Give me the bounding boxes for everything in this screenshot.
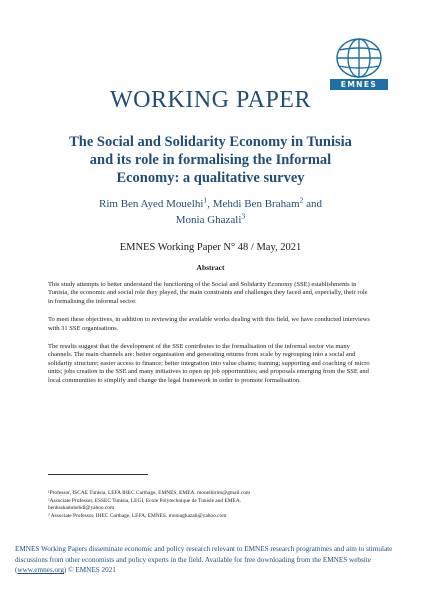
disclaimer-copyright: ) © EMNES 2021 xyxy=(63,566,116,575)
footnote-3: ³ Associate Professor, IHEC Carthage, LEFA, EMNES. moniaghazali@yahoo.com xyxy=(48,512,227,519)
author-3-sup: 3 xyxy=(241,211,246,221)
disclaimer-text: EMNES Working Papers disseminate economic and policy research relevant to EMNES research programmes and aim to stimulate discussions from other economists and policy experts in the field. Available for free downloading from the EMNES website ( xyxy=(15,545,393,575)
abstract-heading: Abstract xyxy=(196,263,225,272)
emnes-logo-text: EMNES xyxy=(330,79,388,90)
footnote-2: ²Associate Professor, ESSEC Tunisia, LEGI, Ecole Polytechnique de Tunisie and EMEA. xyxy=(48,497,242,504)
authors xyxy=(60,196,361,228)
author-2: Mehdi Ben Braham xyxy=(212,198,300,210)
paper-title: The Social and Solidarity Economy in Tunisia and its role in formalising the Informal Economy: a qualitative survey xyxy=(69,134,352,186)
abstract-paragraph-2: To meet these objectives, in addition to reviewing the available works dealing with this field, we have conducted interviews with 31 SSE organisations. xyxy=(48,316,370,332)
globe-icon xyxy=(334,36,384,78)
abstract-paragraph-1: This study attempts to better understand the functioning of the Social and Solidarity Economy (SSE) establishments in Tunisia, the economic and social role they played, the main constraints and challenges they faced and, especially, their role in formalising the informal sector. xyxy=(48,281,368,305)
footnotes xyxy=(48,490,373,520)
abstract-body xyxy=(48,281,373,395)
footnote-2-email: benbrahammehdi@yahoo.com xyxy=(48,505,115,512)
footnote-1: ¹Professor, ISCAE Tunisia, LEFA IHEC Carthage, EMNES, EMEA. mouelhirim@gmail.com xyxy=(48,490,251,496)
author-and: and xyxy=(303,198,322,210)
author-separator: , xyxy=(207,198,213,210)
author-3: Monia Ghazali xyxy=(175,214,242,226)
page-title: WORKING PAPER xyxy=(110,87,311,113)
author-2-sup: 2 xyxy=(299,195,304,205)
working-paper-number: EMNES Working Paper N° 48 / May, 2021 xyxy=(119,242,302,253)
abstract-paragraph-3: The results suggest that the development of the SSE contributes to the formalisation of the informal sector via many channels. The main channels are: better organisation and generating returns from scale by regrouping into a social and solidarity structure; easier access to finance; better integration into value chains; training; supporting and coaching of micro units; jobs creation in the SSE and many initiatives to open up job opportunities; and proposals emerging from the SSE and local communities to simplify and change the legal framework in order to promote formalisation. xyxy=(48,343,370,384)
disclaimer xyxy=(15,544,407,576)
author-1: Rim Ben Ayed Mouelhi xyxy=(99,198,204,210)
author-1-sup: 1 xyxy=(203,195,208,205)
footnote-divider xyxy=(48,474,148,475)
website-link[interactable]: www.emnes.org xyxy=(17,566,64,575)
